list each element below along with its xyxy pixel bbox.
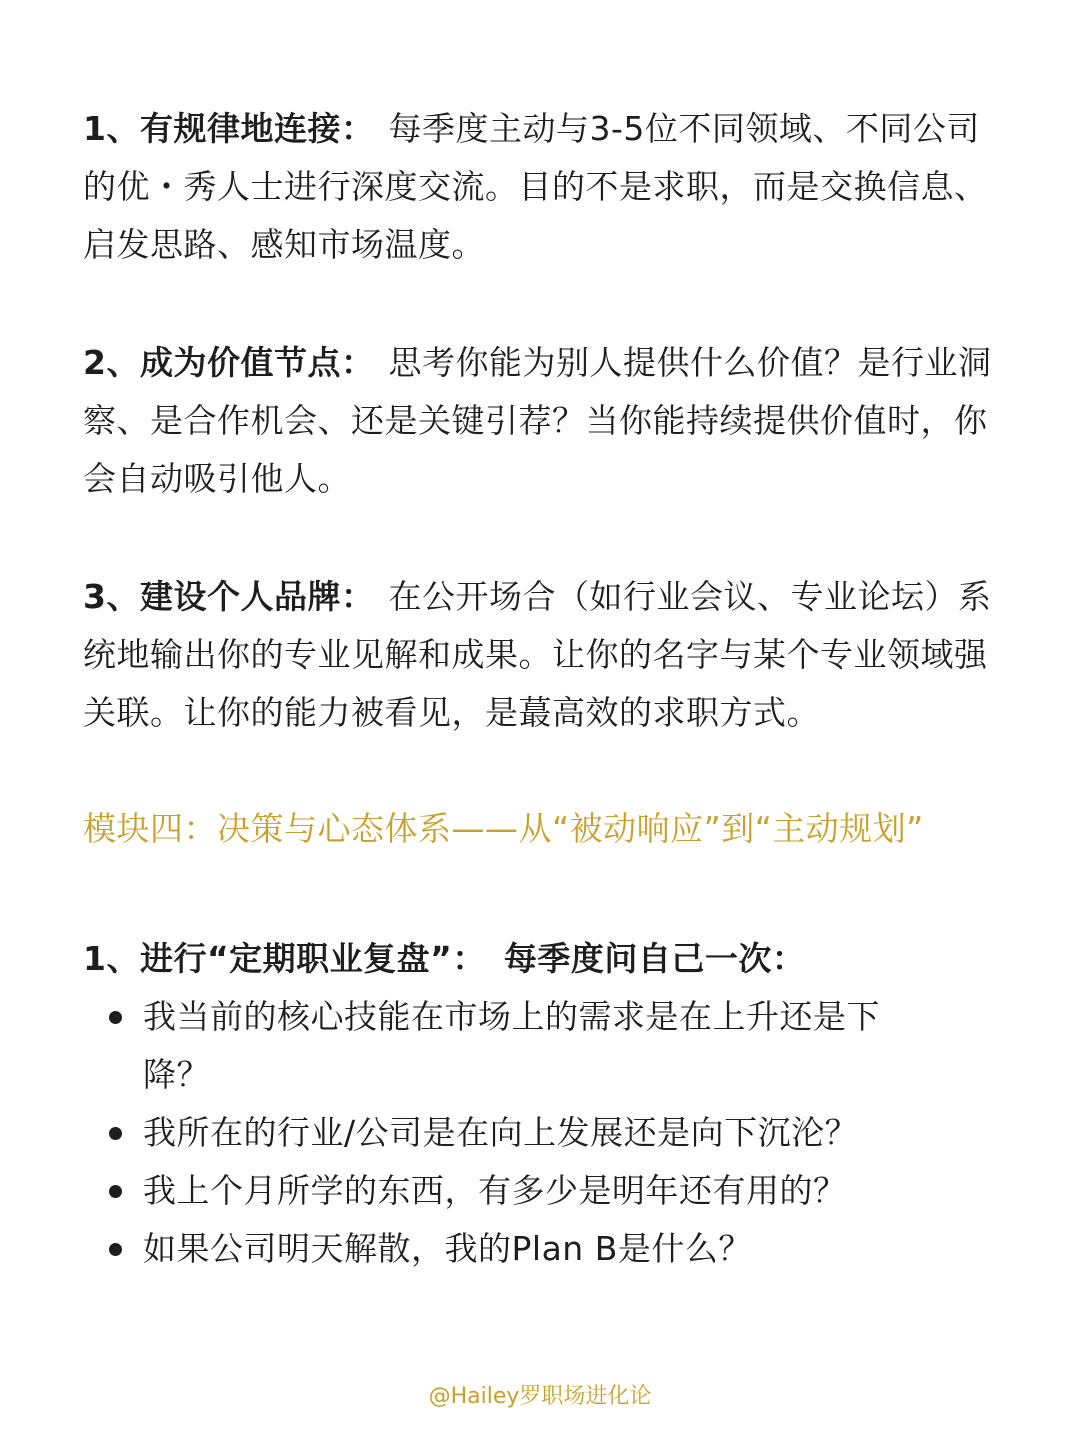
list-item-text: 我所在的行业/公司是在向上发展还是向下沉沦？ [143, 1113, 859, 1152]
paragraph-personal-brand [83, 568, 998, 742]
paragraph-connect [83, 100, 998, 274]
review-text: 每季度问自己一次： [503, 939, 806, 978]
paragraph-text: 在公开场合（如行业会议、专业论坛）系统地输出你的专业见解和成果。让你的名字与某个专业领域强关联。让你的能力被看见，是蕞高效的求职方式。 [83, 577, 992, 732]
list-item-text: 我当前的核心技能在市场上的需求是在上升还是下降？ [143, 997, 880, 1094]
section-title: 模块四：决策与心态体系——从“被动响应”到“主动规划” [83, 809, 924, 848]
list-item [83, 988, 943, 1104]
paragraph-text: 思考你能为别人提供什么价值？是行业洞察、是合作机会、还是关键引荐？当你能持续提供价值时，你会自动吸引他人。 [83, 343, 992, 498]
bullet-dot-icon [109, 1185, 122, 1198]
list-item-text: 如果公司明天解散，我的Plan B是什么？ [143, 1229, 752, 1268]
list-item [83, 1220, 943, 1278]
paragraph-lead: 2、成为价值节点： [83, 343, 375, 382]
paragraph-lead: 1、有规律地连接： [83, 109, 375, 148]
review-heading [83, 930, 998, 988]
review-questions-list [83, 988, 998, 1278]
bullet-dot-icon [109, 1011, 122, 1024]
list-item [83, 1162, 943, 1220]
author-watermark: @Hailey罗职场进化论 [428, 1384, 652, 1409]
paragraph-text: 每季度主动与3-5位不同领域、不同公司的优・秀人士进行深度交流。目的不是求职，而是交换信息、启发思路、感知市场温度。 [83, 109, 988, 264]
list-item-text: 我上个月所学的东西，有多少是明年还有用的？ [143, 1171, 847, 1210]
paragraph-value-node [83, 334, 998, 508]
article-body [83, 100, 998, 1278]
list-item [83, 1104, 943, 1162]
paragraph-lead: 3、建设个人品牌： [83, 577, 375, 616]
bullet-dot-icon [109, 1127, 122, 1140]
bullet-dot-icon [109, 1243, 122, 1256]
review-lead: 1、进行“定期职业复盘”： [83, 939, 486, 978]
